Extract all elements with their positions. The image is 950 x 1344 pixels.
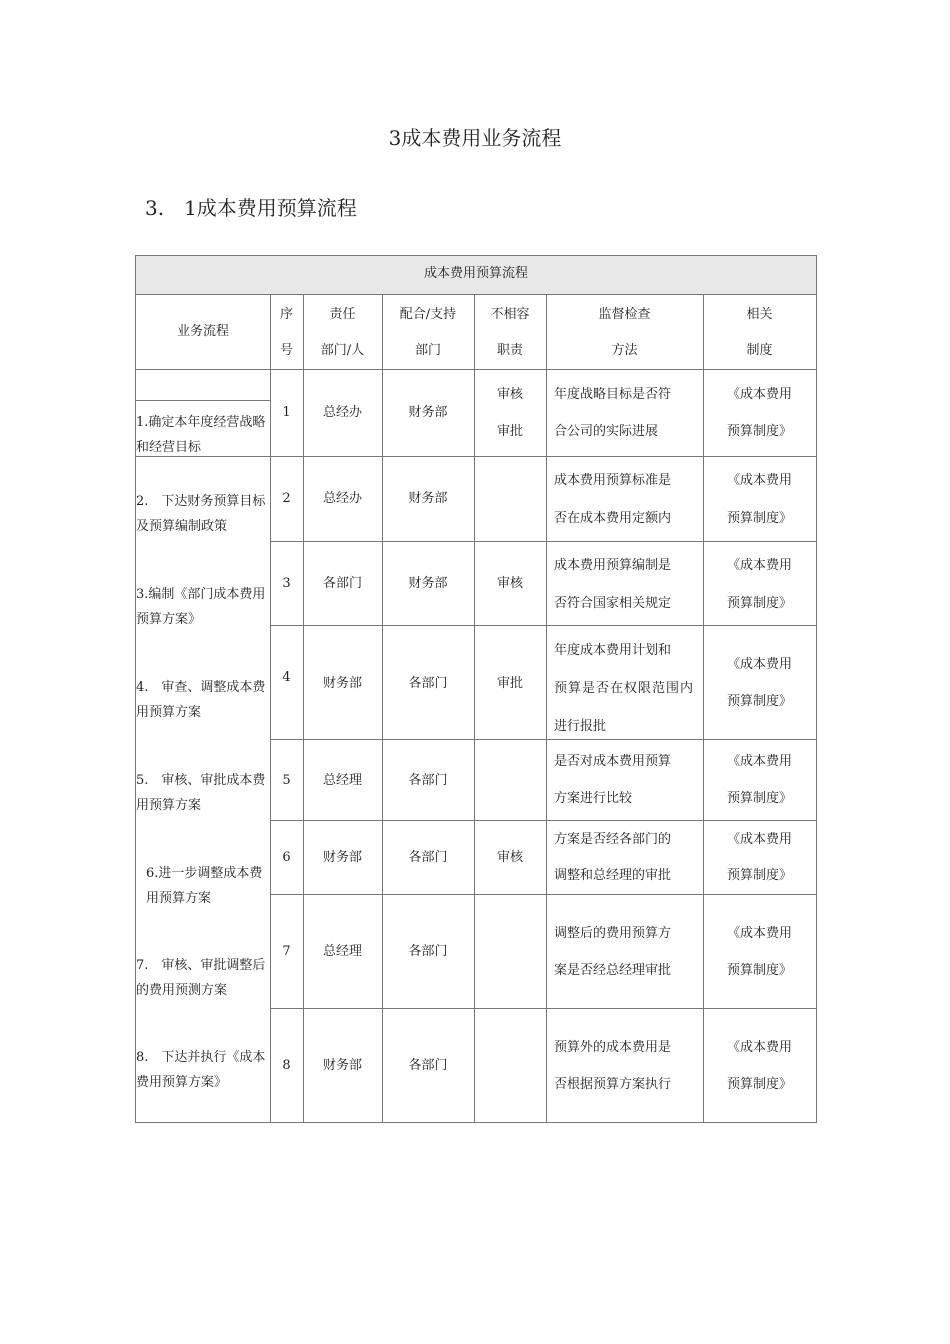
row5-resp: 总经理 (322, 773, 362, 788)
row1-incomp-2: 审批 (496, 424, 523, 439)
row8-check-2: 否根据预算方案执行 (554, 1077, 672, 1092)
row3-resp: 各部门 (322, 576, 362, 591)
table-caption: 成本费用预算流程 (423, 266, 528, 281)
process-step-5: 5. 审核、审批成本费用预算方案 (136, 773, 266, 813)
row6-incomp-1: 审核 (496, 850, 523, 865)
row2-resp: 总经办 (322, 491, 362, 506)
row7-seq: 7 (282, 944, 291, 959)
row1-seq: 1 (282, 405, 291, 420)
row2-check-1: 成本费用预算标准是 (554, 473, 672, 488)
row6-check-1: 方案是否经各部门的 (554, 832, 672, 847)
process-step-1: 1.确定本年度经营战略和经营目标 (136, 415, 266, 455)
row2-check-2: 否在成本费用定额内 (554, 511, 672, 526)
row8-rel-2: 预算制度》 (726, 1077, 792, 1092)
row1-incomp-1: 审核 (496, 387, 523, 402)
row6-rel-1: 《成本费用 (726, 832, 792, 847)
header-incomp-1: 不相容 (490, 307, 530, 322)
row2-seq: 2 (282, 491, 291, 506)
row3-check-2: 否符合国家相关规定 (554, 596, 672, 611)
row3-incomp-1: 审核 (496, 576, 523, 591)
row5-check-2: 方案进行比较 (554, 791, 633, 806)
header-coop-1: 配合/支持 (399, 307, 457, 322)
row4-coop: 各部门 (408, 676, 448, 691)
header-process: 业务流程 (176, 324, 229, 339)
row8-rel-1: 《成本费用 (726, 1040, 792, 1055)
row3-seq: 3 (282, 576, 291, 591)
row1-coop: 财务部 (408, 405, 448, 420)
process-step-8: 8. 下达并执行《成本费用预算方案》 (136, 1050, 266, 1090)
row3-rel-2: 预算制度》 (726, 596, 792, 611)
row4-seq: 4 (282, 670, 291, 685)
row8-resp: 财务部 (322, 1058, 362, 1073)
row1-resp: 总经办 (322, 405, 362, 420)
row8-coop: 各部门 (408, 1058, 448, 1073)
process-step-7: 7. 审核、审批调整后的费用预测方案 (136, 958, 266, 998)
row7-resp: 总经理 (322, 944, 362, 959)
row5-rel-2: 预算制度》 (726, 791, 792, 806)
row1-check-2: 合公司的实际进展 (554, 424, 659, 439)
header-resp-1: 责任 (329, 307, 356, 322)
header-rel-1: 相关 (746, 307, 773, 322)
row7-rel-2: 预算制度》 (726, 963, 792, 978)
row7-coop: 各部门 (408, 944, 448, 959)
row4-check-3: 进行报批 (554, 719, 607, 734)
header-incomp-2: 职责 (496, 343, 523, 358)
row6-resp: 财务部 (322, 850, 362, 865)
row6-coop: 各部门 (408, 850, 448, 865)
row1-rel-1: 《成本费用 (726, 387, 792, 402)
row1-check-1: 年度战略目标是否符 (554, 387, 672, 402)
row2-rel-2: 预算制度》 (726, 511, 792, 526)
row5-rel-1: 《成本费用 (726, 754, 792, 769)
row4-check-1: 年度成本费用计划和 (554, 643, 672, 658)
row2-coop: 财务部 (408, 491, 448, 506)
row8-seq: 8 (282, 1058, 291, 1073)
row7-check-2: 案是否经总经理审批 (554, 963, 672, 978)
row5-coop: 各部门 (408, 773, 448, 788)
row7-rel-1: 《成本费用 (726, 926, 792, 941)
row6-seq: 6 (282, 850, 291, 865)
row3-check-1: 成本费用预算编制是 (554, 558, 672, 573)
process-step-2: 2. 下达财务预算目标及预算编制政策 (136, 494, 266, 534)
row4-resp: 财务部 (322, 676, 362, 691)
row4-rel-1: 《成本费用 (726, 657, 792, 672)
process-step-4: 4. 审查、调整成本费用预算方案 (136, 680, 266, 720)
row6-check-2: 调整和总经理的审批 (554, 868, 672, 883)
process-step-3: 3.编制《部门成本费用预算方案》 (136, 587, 266, 627)
row4-incomp-1: 审批 (496, 676, 523, 691)
header-rel-2: 制度 (746, 343, 773, 358)
row7-check-1: 调整后的费用预算方 (554, 926, 672, 941)
header-coop-2: 部门 (414, 343, 441, 358)
row3-coop: 财务部 (408, 576, 448, 591)
header-resp-2: 部门/人 (320, 343, 365, 358)
row5-seq: 5 (282, 773, 291, 788)
section-heading: 3. 1成本费用预算流程 (145, 196, 357, 220)
header-check-1: 监督检查 (598, 307, 651, 322)
row5-check-1: 是否对成本费用预算 (554, 754, 672, 769)
header-check-2: 方法 (611, 343, 638, 358)
row1-rel-2: 预算制度》 (726, 424, 792, 439)
row6-rel-2: 预算制度》 (726, 868, 792, 883)
header-seq-1: 序 (279, 307, 293, 322)
header-seq-2: 号 (279, 343, 293, 358)
row8-check-1: 预算外的成本费用是 (554, 1040, 672, 1055)
row3-rel-1: 《成本费用 (726, 558, 792, 573)
process-step-6: 6.进一步调整成本费用预算方案 (146, 866, 263, 906)
row4-rel-2: 预算制度》 (726, 694, 792, 709)
row2-rel-1: 《成本费用 (726, 473, 792, 488)
row4-check-2: 预算是否在权限范围内 (554, 681, 695, 696)
page-title: 3成本费用业务流程 (388, 126, 562, 150)
